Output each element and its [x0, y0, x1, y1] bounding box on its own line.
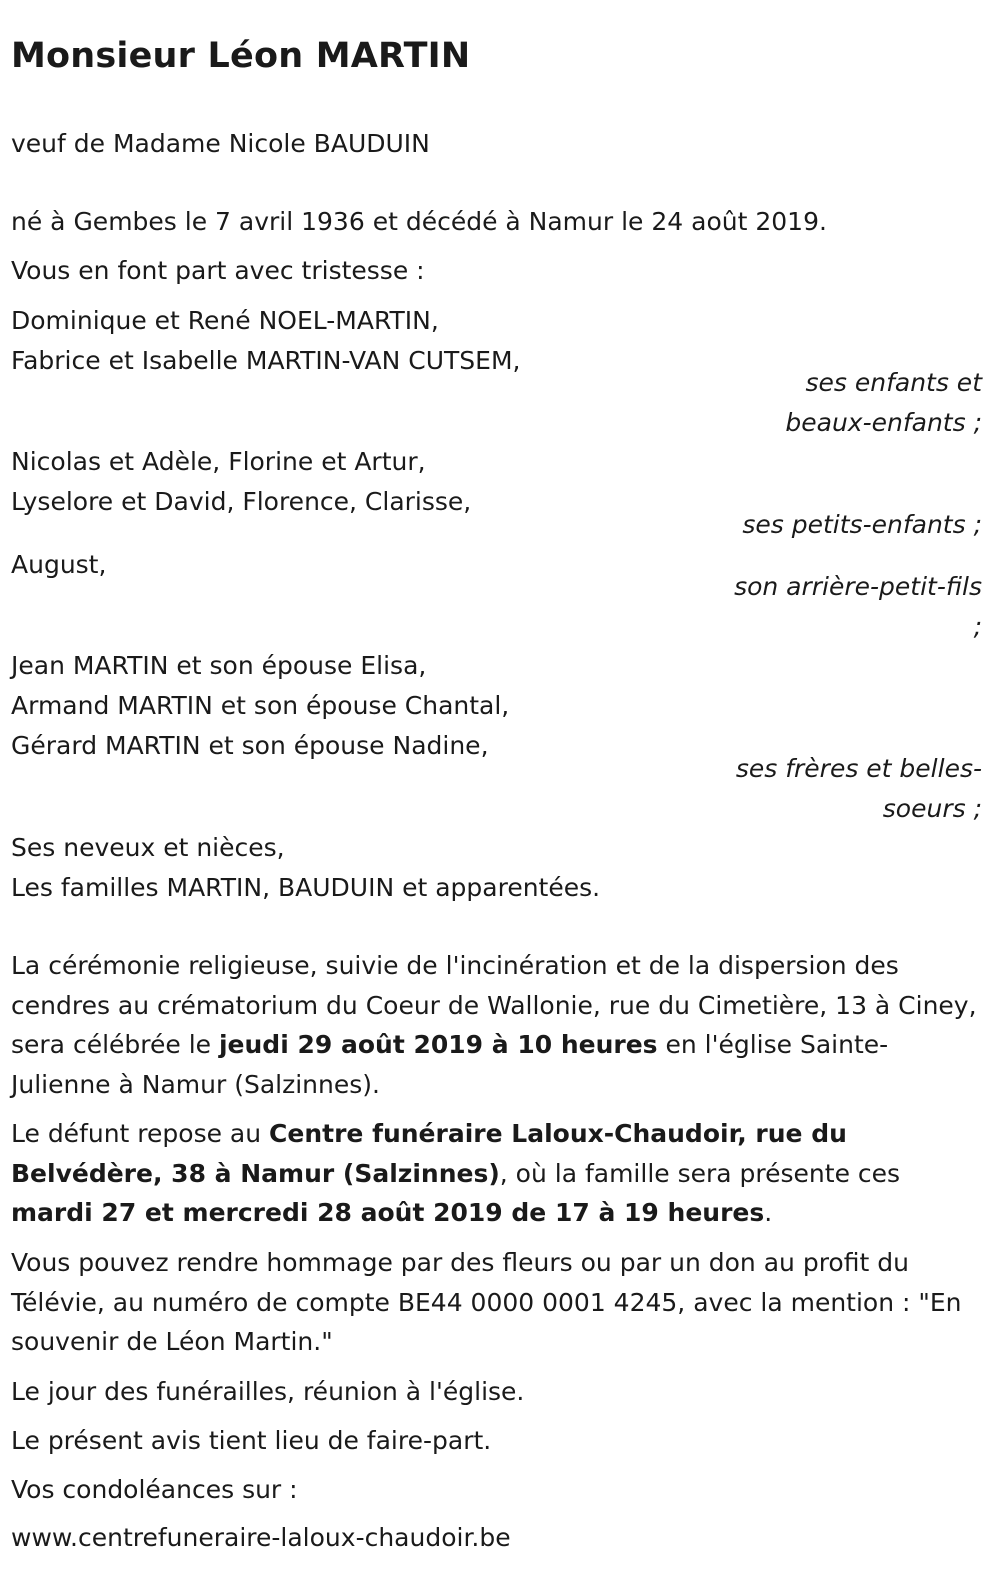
relation-line: ; [973, 612, 982, 641]
relation-line: ses petits-enfants ; [742, 510, 982, 539]
family-name-line: Les familles MARTIN, BAUDUIN et apparentées. [11, 873, 601, 902]
intro-line: Vous en font part avec tristesse : [11, 256, 425, 285]
rest-text-end: . [764, 1198, 773, 1227]
relation-line: ses enfants et [805, 368, 982, 397]
ceremony-text-end: en l'église Sainte-Julienne à Namur (Salzinnes). [11, 1030, 889, 1099]
family-name-line: Nicolas et Adèle, Florine et Artur, [11, 447, 426, 476]
birth-death-line: né à Gembes le 7 avril 1936 et décédé à Namur le 24 août 2019. [11, 207, 827, 236]
rest-text: Le défunt repose au [11, 1119, 270, 1148]
tribute-paragraph: Vous pouvez rendre hommage par des fleurs ou par un don au profit du Télévie, au numéro de compte BE44 0000 0001 4245, avec la mention : "En souvenir de Léon Martin." [11, 1248, 962, 1356]
children-relation [785, 363, 982, 443]
family-name-line: Armand MARTIN et son épouse Chantal, [11, 691, 510, 720]
website-link[interactable]: www.centrefuneraire-laloux-chaudoir.be [11, 1523, 511, 1552]
children-names [11, 301, 520, 381]
grandchildren-relation [742, 505, 982, 545]
relation-line: ses frères et belles- [735, 754, 982, 783]
family-name-line: Fabrice et Isabelle MARTIN-VAN CUTSEM, [11, 346, 521, 375]
family-name-line: Jean MARTIN et son épouse Elisa, [11, 651, 427, 680]
siblings-relation [736, 749, 982, 829]
notice-line: Le présent avis tient lieu de faire-part. [11, 1426, 492, 1455]
ceremony-date: jeudi 29 août 2019 à 10 heures [218, 1030, 658, 1059]
relation-line: son arrière-petit-fils [734, 572, 982, 601]
funeral-home-address: Centre funéraire Laloux-Chaudoir, rue du Belvédère, 38 à Namur (Salzinnes) [11, 1119, 847, 1188]
relation-line: beaux-enfants ; [785, 408, 982, 437]
rest-paragraph [11, 1114, 977, 1233]
family-name-line: Dominique et René NOEL-MARTIN, [11, 306, 439, 335]
reunion-line: Le jour des funérailles, réunion à l'église. [11, 1377, 525, 1406]
other-relatives [11, 828, 600, 908]
grandchildren-names [11, 442, 471, 522]
visitation-dates: mardi 27 et mercredi 28 août 2019 de 17 à 19 heures [11, 1198, 765, 1227]
ceremony-paragraph [11, 946, 977, 1104]
family-name-line: Gérard MARTIN et son épouse Nadine, [11, 731, 489, 760]
family-name-line: Lyselore et David, Florence, Clarisse, [11, 487, 472, 516]
spouse-line: veuf de Madame Nicole BAUDUIN [11, 129, 430, 158]
family-name-line: August, [11, 550, 107, 579]
family-name-line: Ses neveux et nièces, [11, 833, 285, 862]
great-grandchild-relation [734, 567, 982, 647]
page-title: Monsieur Léon MARTIN [11, 36, 471, 76]
great-grandchild-names [11, 545, 106, 585]
rest-text-middle: , où la famille sera présente ces [499, 1158, 901, 1188]
ceremony-text: La cérémonie religieuse, suivie de l'incinération et de la dispersion des cendres au crématorium du Coeur de Wallonie, rue du Cimetière, 13 à Ciney, sera célébrée le [11, 951, 977, 1059]
relation-line: soeurs ; [882, 794, 982, 823]
condolences-label: Vos condoléances sur : [11, 1475, 298, 1504]
siblings-names [11, 646, 509, 766]
